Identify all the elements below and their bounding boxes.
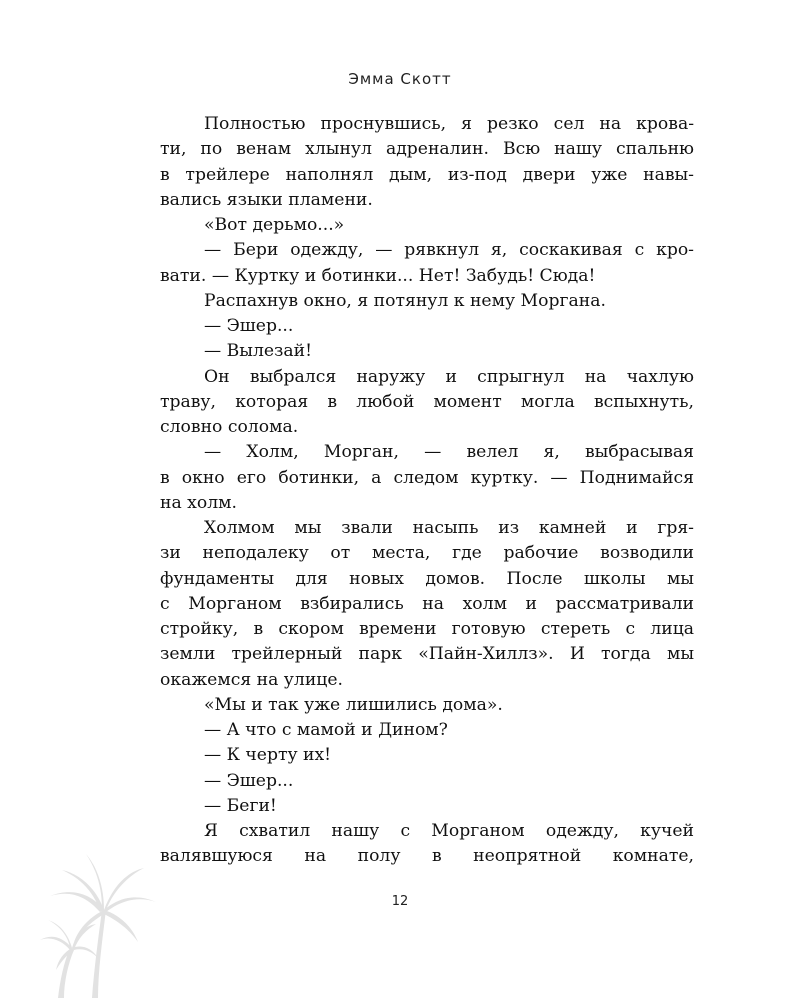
text-line: земли трейлерный парк «Пайн-Хиллз». И тогда мы bbox=[160, 644, 694, 665]
text-line: — Эшер... bbox=[204, 770, 294, 791]
text-line: в трейлере наполнял дым, из-под двери уже навы- bbox=[160, 164, 694, 185]
text-line: траву, которая в любой момент могла вспыхнуть, bbox=[160, 391, 694, 412]
text-line: вати. — Куртку и ботинки... Нет! Забудь! Сюда! bbox=[160, 265, 596, 286]
text-line: зи неподалеку от места, где рабочие возводили bbox=[160, 543, 694, 564]
text-line: валявшуюся на полу в неопрятной комнате, bbox=[160, 846, 694, 867]
text-line: «Мы и так уже лишились дома». bbox=[204, 694, 503, 715]
text-line: — А что с мамой и Дином? bbox=[204, 720, 448, 740]
page-number: 12 bbox=[391, 894, 409, 909]
text-line: — Бери одежду, — рявкнул я, соскакивая с кро- bbox=[204, 240, 694, 261]
text-line: словно солома. bbox=[160, 417, 299, 437]
text-line: — Беги! bbox=[204, 795, 277, 816]
text-line: вались языки пламени. bbox=[160, 189, 373, 210]
text-line: стройку, в скором времени готовую стереть с лица bbox=[160, 619, 694, 639]
text-line: Полностью проснувшись, я резко сел на крова- bbox=[204, 114, 694, 134]
running-header-author: Эмма Скотт bbox=[348, 70, 452, 88]
text-line: Он выбрался наружу и спрыгнул на чахлую bbox=[204, 366, 694, 387]
text-line: Распахнув окно, я потянул к нему Моргана. bbox=[204, 290, 606, 311]
text-line: — Эшер... bbox=[204, 316, 294, 336]
body-text bbox=[160, 112, 694, 870]
text-line: — Холм, Морган, — велел я, выбрасывая bbox=[204, 442, 694, 463]
text-line: на холм. bbox=[160, 492, 237, 513]
text-line: фундаменты для новых домов. После школы мы bbox=[160, 568, 694, 589]
text-line: — К черту их! bbox=[204, 745, 332, 766]
palm-tree-icon bbox=[40, 830, 160, 1000]
text-line: окажемся на улице. bbox=[160, 669, 343, 690]
text-line: «Вот дерьмо...» bbox=[204, 215, 345, 235]
text-line: Я схватил нашу с Морганом одежду, кучей bbox=[204, 821, 694, 841]
text-line: в окно его ботинки, а следом куртку. — Поднимайся bbox=[160, 467, 694, 488]
text-line: ти, по венам хлынул адреналин. Всю нашу спальню bbox=[160, 139, 694, 160]
text-line: с Морганом взбирались на холм и рассматривали bbox=[160, 593, 694, 614]
text-line: — Вылезай! bbox=[204, 341, 313, 362]
text-line: Холмом мы звали насыпь из камней и гря- bbox=[204, 518, 694, 538]
